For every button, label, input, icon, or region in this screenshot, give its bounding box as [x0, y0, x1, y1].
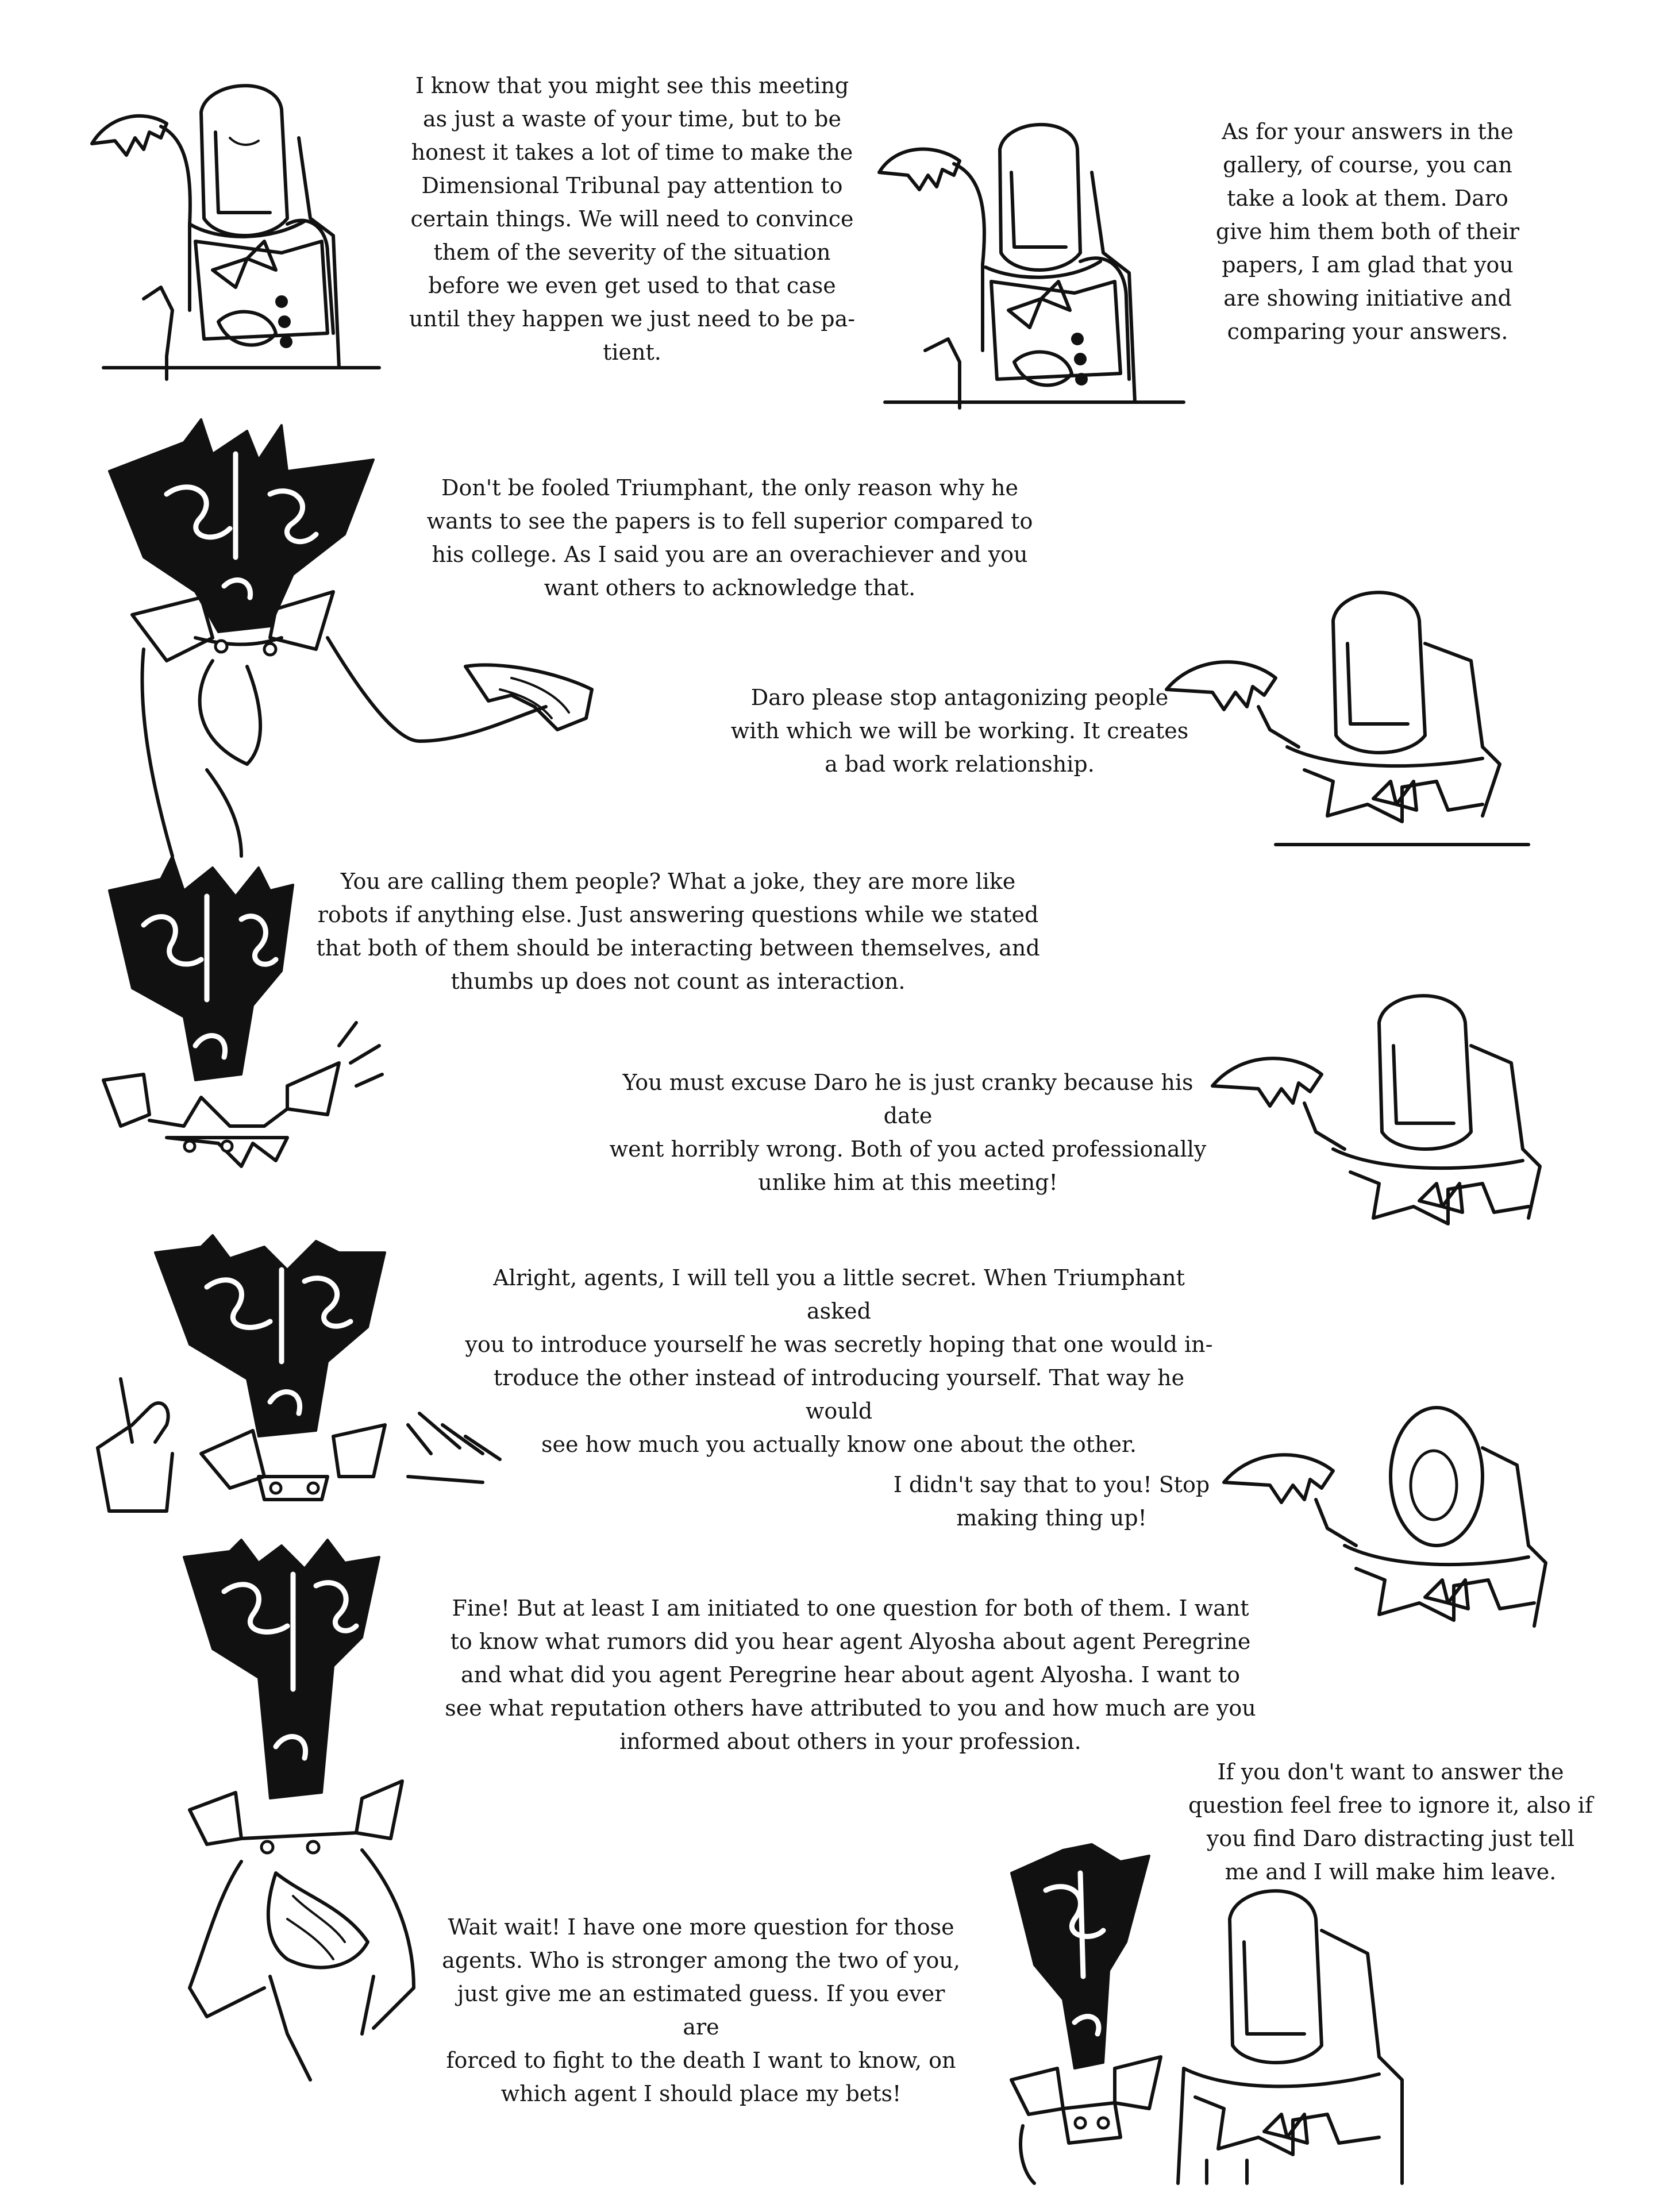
dialogue-text: Wait wait! I have one more question for those agents. Who is stronger among the two of you, just give me an estimated guess. If you ever are forced to fight to the death I want to know, on which agent I should place my bets!: [442, 1914, 960, 2106]
dialogue-text: I didn't say that to you! Stop making thing up!: [893, 1472, 1210, 1531]
dialogue-text: You are calling them people? What a joke, they are more like robots if anything else. Just answering questions while we stated that both of them should be interacting between themselves, and thumbs up does not count as interaction.: [316, 869, 1040, 994]
dialogue-text: As for your answers in the gallery, of course, you can take a look at them. Daro give him them both of their papers, I am glad that you are showing initiative and comparing your answers.: [1215, 119, 1520, 344]
masked-agent-figure-5: [1218, 1396, 1586, 1637]
masked-agent-figure-2: [873, 109, 1195, 419]
dialogue-text: I know that you might see this meeting as just a waste of your time, but to be honest it takes a lot of time to make the Dimensional Tribunal pay attention to certain things. We will need to convince them of the severity of the situation before we even get used to that case until they happen we just need to be pa- tient.: [409, 73, 856, 365]
dialogue-text: Alright, agents, I will tell you a little secret. When Triumphant asked you to introduce yourself he was secretly hoping that one would in- troduce the other instead of introducing yourself. That way he would see how much you actually know one about the other.: [465, 1265, 1213, 1457]
masked-agent-figure-4: [1207, 988, 1586, 1235]
masked-agent-figure-1: [80, 69, 402, 391]
daro-and-masked-agent-figure: [988, 1839, 1574, 2183]
dialogue-text: If you don't want to answer the question feel free to ignore it, also if you find Daro distracting just tell me and I will make him leave.: [1188, 1759, 1593, 1885]
dialogue-text: Daro please stop antagonizing people with which we will be working. It creates a bad work relationship.: [730, 685, 1189, 777]
dialogue-text: Don't be fooled Triumphant, the only reason why he wants to see the papers is to fell superior compared to his college. As I said you are an overachiever and you want others to acknowledge that.: [426, 475, 1033, 600]
masked-agent-figure-3: [1161, 575, 1563, 845]
dialogue-text: Fine! But at least I am initiated to one question for both of them. I want to know what rumors did you hear agent Alyosha about agent Peregrine and what did you agent Peregrine hear about agent Alyosha. I want to see what reputation others have attributed to you and how much are you informed about others in your profession.: [445, 1596, 1256, 1754]
dialogue-text: You must excuse Daro he is just cranky because his date went horribly wrong. Both of you acted professionally unlike him at this meeting!: [609, 1070, 1207, 1195]
